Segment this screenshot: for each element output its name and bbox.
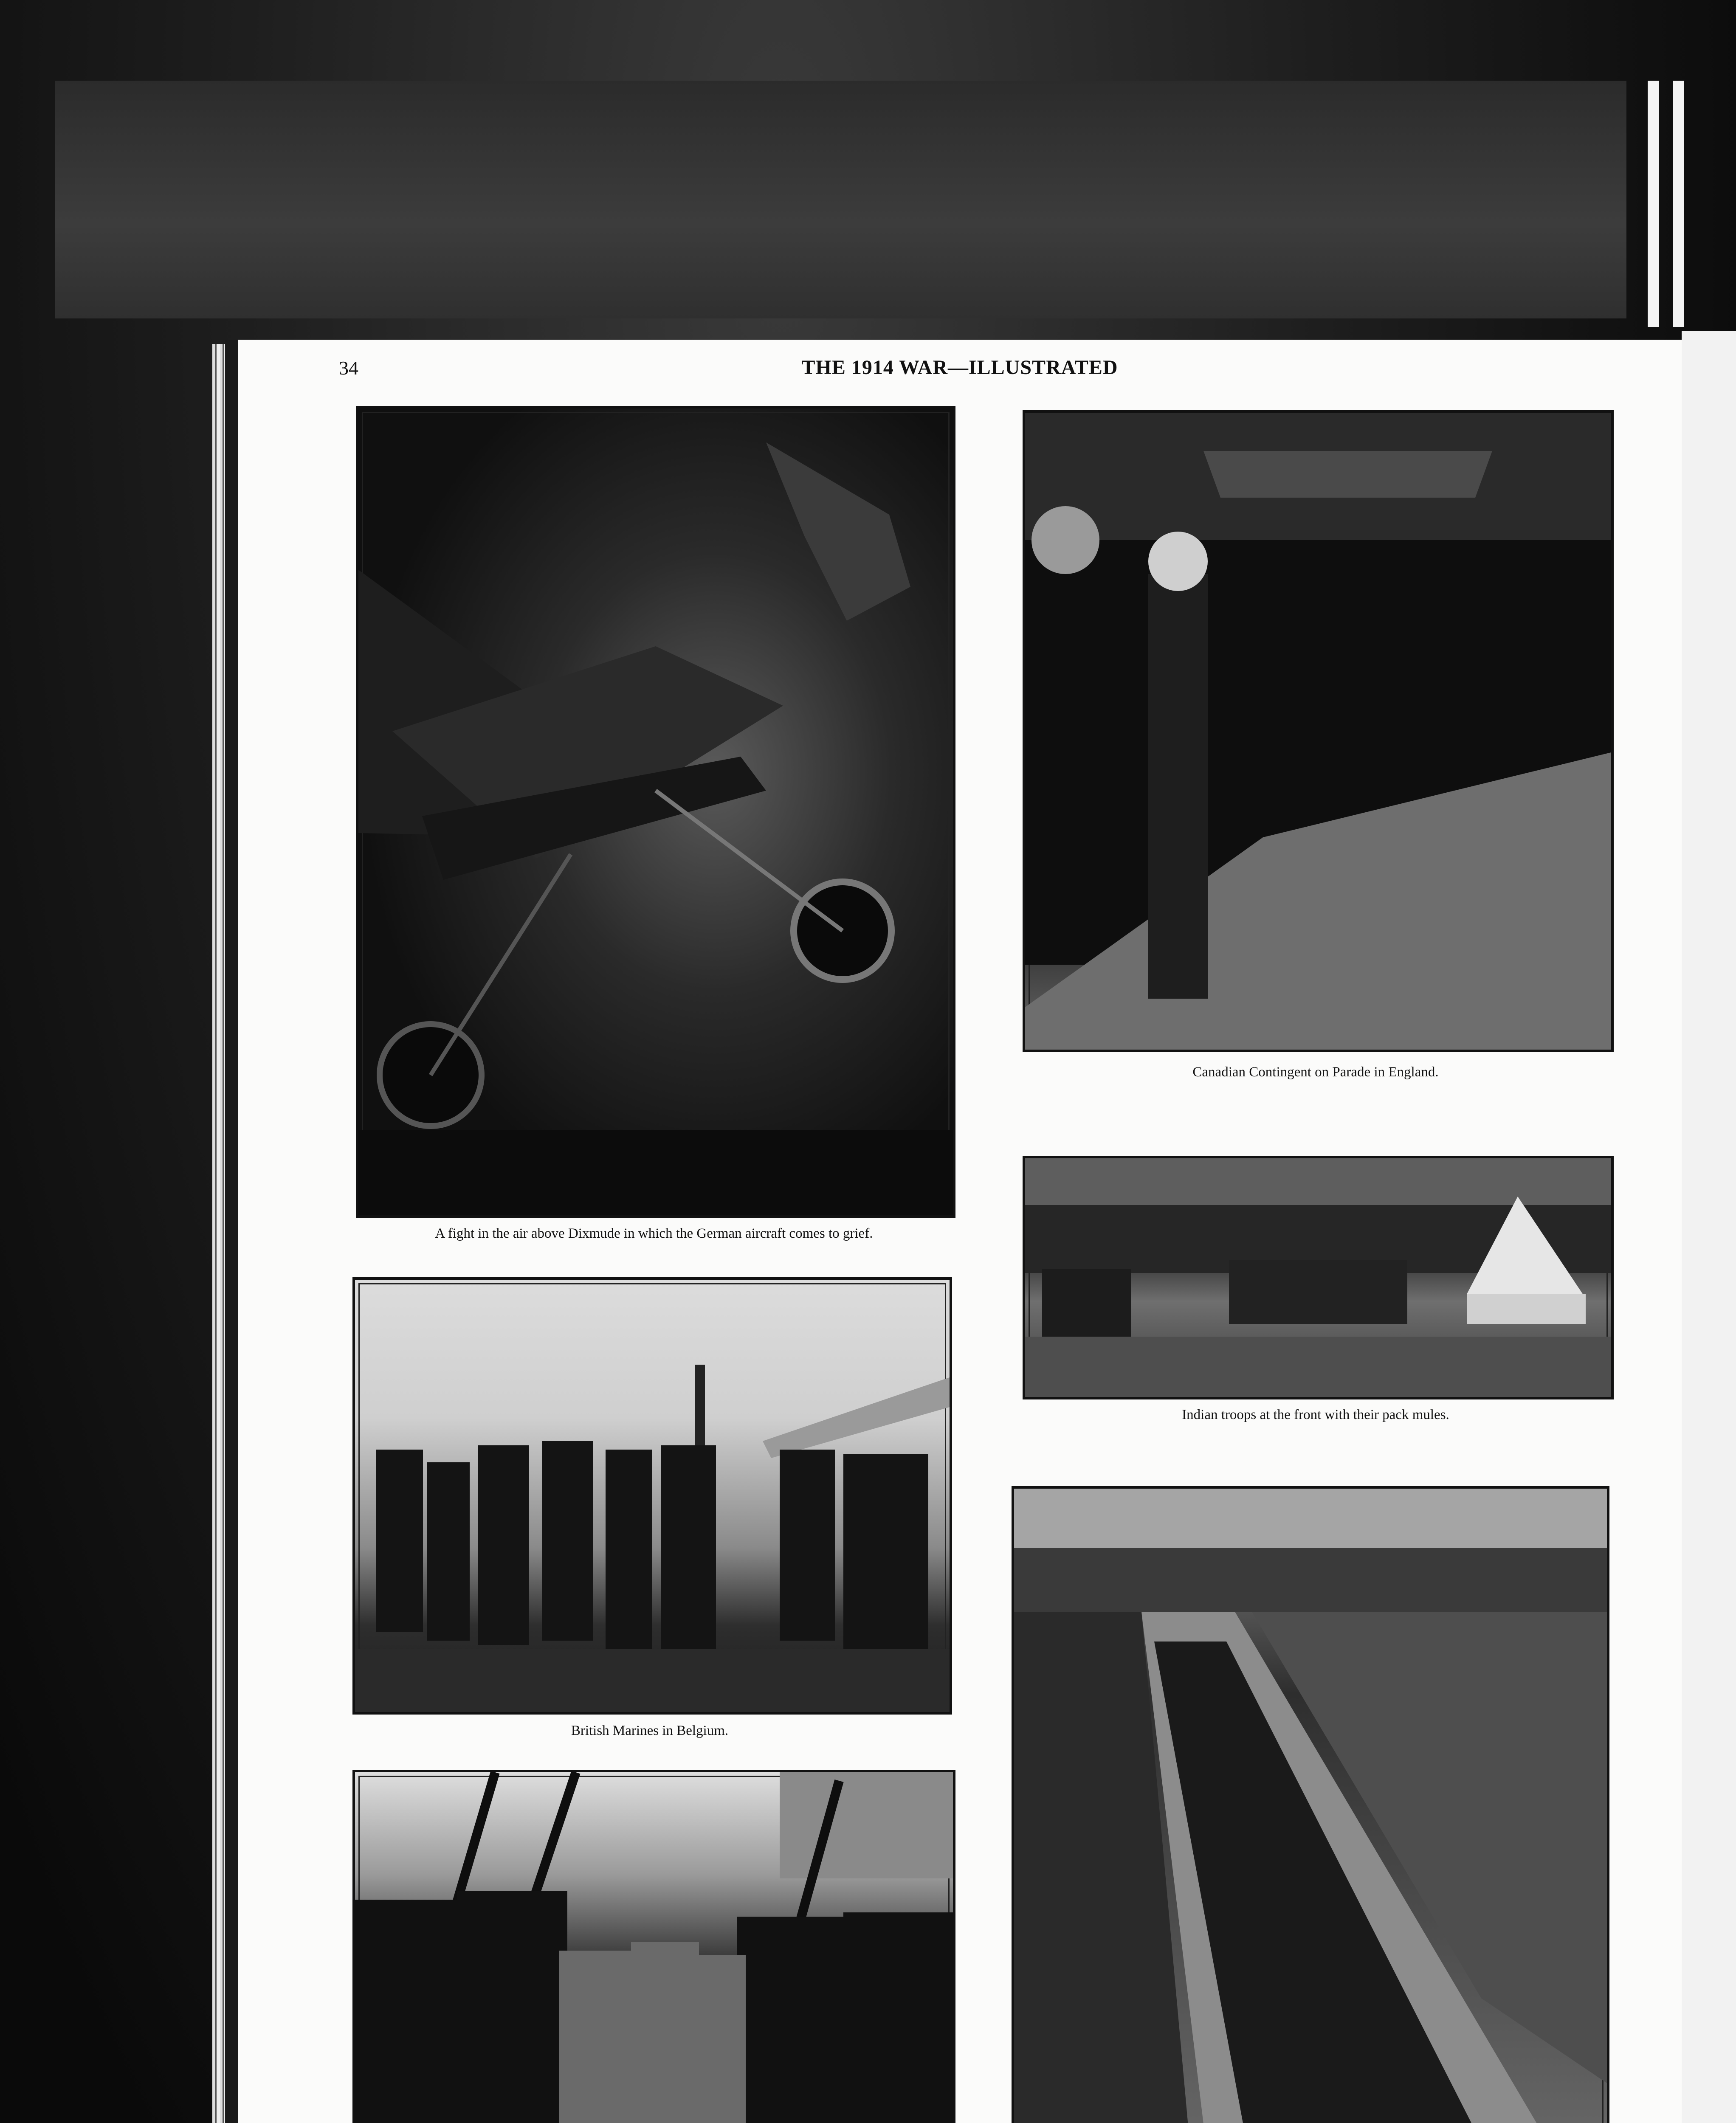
egyptian-march-illustration [1014,1489,1607,2123]
photo-canadian-parade [1023,410,1614,1052]
biplane-illustration [358,408,953,1215]
newspaper-page [238,340,1682,2123]
prisoners-illustration [355,1772,953,2123]
film-border-top [55,81,1626,318]
photo-french-infantry [352,1770,955,2123]
photo-british-marines [352,1277,952,1715]
caption-british-marines: British Marines in Belgium. [571,1723,729,1738]
marines-illustration [355,1280,950,1712]
photo-indian-troops [1023,1156,1614,1399]
caption-indian-troops: Indian troops at the front with their pack mules. [1182,1407,1449,1422]
film-edge-mark-top [1648,81,1659,327]
page-number: 34 [339,357,358,379]
page-stack-edges [212,344,238,2123]
photo-egyptian-troops [1012,1486,1609,2123]
film-edge-mark-top-2 [1673,81,1684,327]
photo-air-fight [356,406,955,1218]
caption-canadian-parade: Canadian Contingent on Parade in England. [1192,1064,1439,1080]
camp-illustration [1025,1158,1611,1397]
caption-air-fight: A fight in the air above Dixmude in which the German aircraft comes to grief. [435,1226,873,1241]
running-head: THE 1914 WAR—ILLUSTRATED [801,356,1118,379]
adjacent-page-edge [1682,331,1736,2123]
parade-illustration [1025,413,1611,1050]
